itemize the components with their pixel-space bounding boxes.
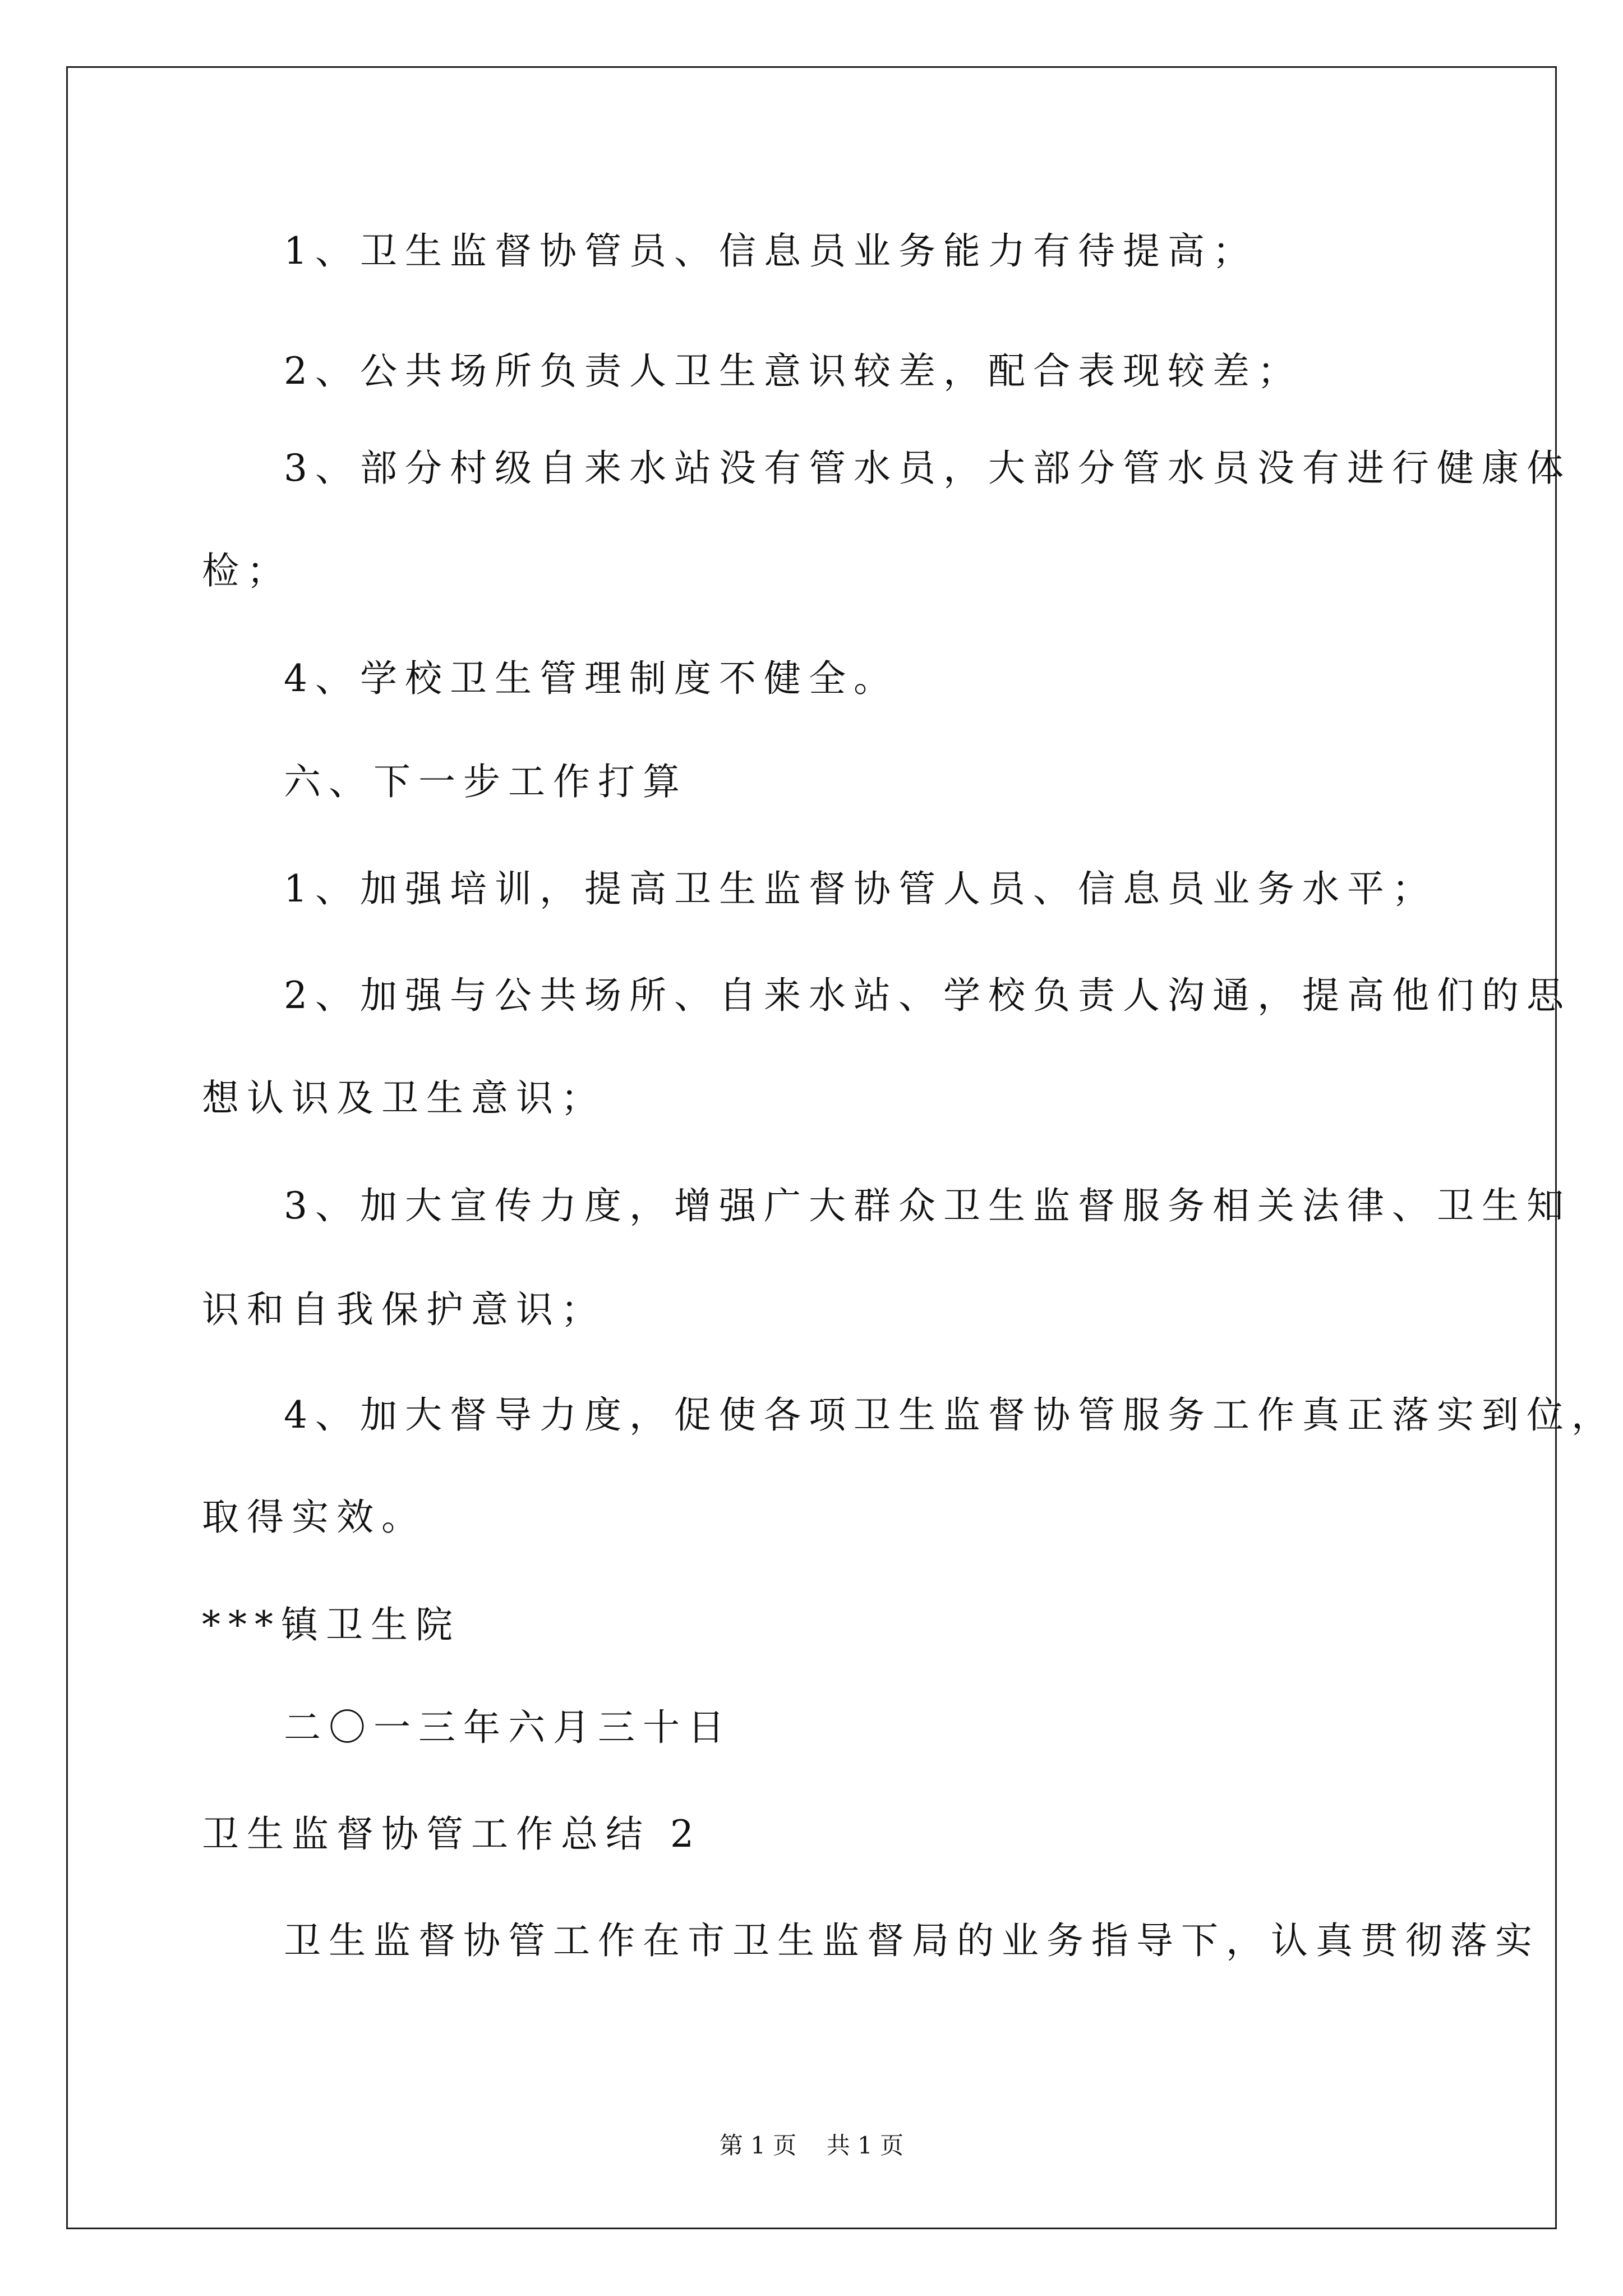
text-line-1: 1、卫生监督协管员、信息员业务能力有待提高； — [284, 229, 1257, 273]
text-line-13: 取得实效。 — [202, 1496, 426, 1539]
text-line-10: 3、加大宣传力度，增强广大群众卫生监督服务相关法律、卫生知 — [284, 1184, 1571, 1227]
text-line-2: 2、公共场所负责人卫生意识较差，配合表现较差； — [284, 349, 1302, 393]
section-heading: 六、下一步工作打算 — [284, 760, 688, 803]
document-subtitle: 卫生监督协管工作总结 2 — [202, 1812, 702, 1856]
text-line-8: 2、加强与公共场所、自来水站、学校负责人沟通，提高他们的思 — [284, 974, 1571, 1017]
signature-date: 二〇一三年六月三十日 — [284, 1706, 732, 1749]
text-line-4: 检； — [202, 549, 292, 592]
text-line-17: 卫生监督协管工作在市卫生监督局的业务指导下，认真贯彻落实 — [284, 1919, 1540, 1962]
text-line-11: 识和自我保护意识； — [202, 1288, 606, 1331]
text-line-3: 3、部分村级自来水站没有管水员，大部分管水员没有进行健康体 — [284, 447, 1571, 490]
signature-organization: ***镇卫生院 — [202, 1603, 460, 1646]
text-line-5: 4、学校卫生管理制度不健全。 — [284, 657, 898, 700]
page-number-footer: 第 1 页 共 1 页 — [719, 2132, 904, 2159]
text-line-9: 想认识及卫生意识； — [202, 1076, 606, 1120]
text-line-7: 1、加强培训，提高卫生监督协管人员、信息员业务水平； — [284, 867, 1437, 910]
text-line-12: 4、加大督导力度，促使各项卫生监督协管服务工作真正落实到位， — [284, 1393, 1616, 1437]
